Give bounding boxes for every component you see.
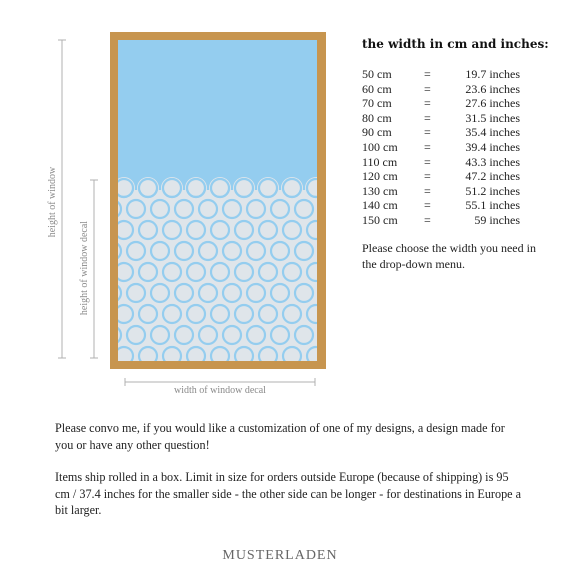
size-row bbox=[362, 198, 520, 213]
size-row bbox=[362, 213, 520, 228]
contact-text bbox=[55, 420, 525, 535]
size-cm: 90 cm bbox=[362, 125, 392, 140]
customization-paragraph: Please convo me, if you would like a customization of one of my designs, a design made for you or have any other question! bbox=[55, 421, 505, 452]
width-of-decal-label: width of window decal bbox=[174, 385, 266, 396]
size-inches: 31.5 inches bbox=[465, 110, 520, 125]
size-cm: 140 cm bbox=[362, 198, 398, 213]
size-inches: 59 inches bbox=[474, 212, 520, 227]
size-row bbox=[362, 82, 520, 97]
size-cm: 120 cm bbox=[362, 169, 398, 184]
size-inches: 39.4 inches bbox=[465, 139, 520, 154]
height-of-window-dimension bbox=[47, 40, 66, 358]
size-equals: = bbox=[424, 183, 431, 198]
brand-name: MUSTERLADEN bbox=[222, 548, 338, 563]
size-equals: = bbox=[424, 169, 431, 184]
size-inches: 27.6 inches bbox=[465, 96, 520, 111]
size-inches: 47.2 inches bbox=[465, 169, 520, 184]
size-row bbox=[362, 125, 520, 140]
size-row bbox=[362, 169, 520, 184]
height-of-decal-label: height of window decal bbox=[79, 220, 90, 316]
size-row bbox=[362, 67, 520, 82]
size-row bbox=[362, 140, 520, 155]
height-of-window-label: height of window bbox=[47, 166, 58, 238]
size-cm: 100 cm bbox=[362, 139, 398, 154]
size-row bbox=[362, 111, 520, 126]
width-of-decal-dimension bbox=[125, 378, 315, 396]
height-of-decal-dimension bbox=[79, 180, 98, 358]
size-equals: = bbox=[424, 154, 431, 169]
size-cm: 130 cm bbox=[362, 183, 398, 198]
size-equals: = bbox=[424, 139, 431, 154]
size-equals: = bbox=[424, 125, 431, 140]
size-cm: 150 cm bbox=[362, 212, 398, 227]
size-inches: 23.6 inches bbox=[465, 81, 520, 96]
size-inches: 35.4 inches bbox=[465, 125, 520, 140]
size-inches: 51.2 inches bbox=[465, 183, 520, 198]
size-row bbox=[362, 184, 520, 199]
size-inches: 19.7 inches bbox=[465, 67, 520, 81]
size-equals: = bbox=[424, 96, 431, 111]
size-equals: = bbox=[424, 198, 431, 213]
size-equals: = bbox=[424, 212, 431, 227]
size-equals: = bbox=[424, 81, 431, 96]
size-inches: 55.1 inches bbox=[465, 198, 520, 213]
size-info-panel bbox=[362, 37, 562, 272]
choose-width-note: Please choose the width you need in the drop-down menu. bbox=[362, 240, 536, 271]
size-cm: 110 cm bbox=[362, 154, 398, 169]
size-table bbox=[362, 67, 520, 228]
size-equals: = bbox=[424, 67, 431, 81]
size-cm: 70 cm bbox=[362, 96, 392, 111]
size-cm: 80 cm bbox=[362, 110, 392, 125]
size-row bbox=[362, 96, 520, 111]
size-inches: 43.3 inches bbox=[465, 154, 520, 169]
size-row bbox=[362, 155, 520, 170]
shipping-paragraph: Items ship rolled in a box. Limit in size for orders outside Europe (because of shipping) is 95 cm / 37.4 inches for the smaller side - the other side can be longer - for destinations in Europe a bit larger. bbox=[55, 470, 522, 517]
size-cm: 50 cm bbox=[362, 67, 392, 81]
size-equals: = bbox=[424, 110, 431, 125]
window-illustration bbox=[0, 0, 340, 410]
size-info-title: the width in cm and inches: bbox=[362, 37, 549, 51]
size-cm: 60 cm bbox=[362, 81, 392, 96]
